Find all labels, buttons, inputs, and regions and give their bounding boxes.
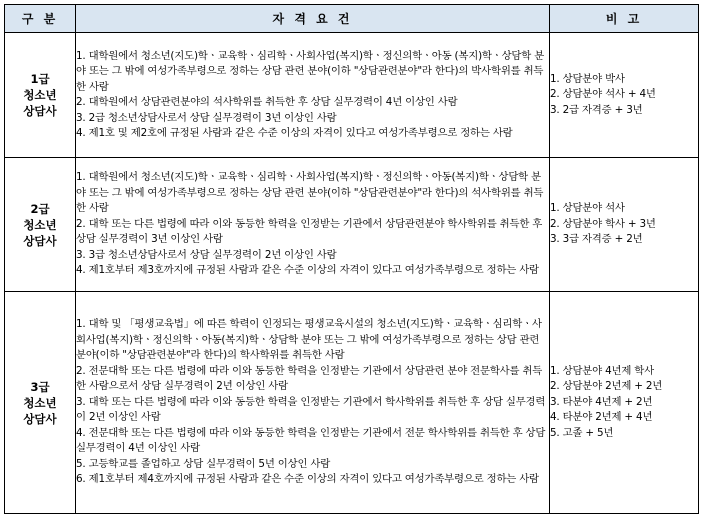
- grade-label: 상담사: [23, 104, 57, 118]
- grade-label: 상담사: [23, 411, 57, 426]
- note-item: 1. 상담분야 석사: [550, 202, 625, 215]
- notes-cell: [550, 158, 699, 292]
- requirement-item: 2. 대학원에서 상담관련분야의 석사학위를 취득한 후 상담 실무경력이 4년 이상인 사람: [76, 96, 458, 108]
- grade-label: 상담사: [23, 233, 57, 248]
- grade-label: 청소년: [23, 88, 57, 102]
- note-item: 2. 상담분야 석사 + 4년: [550, 88, 656, 101]
- note-item: 3. 3급 자격증 + 2년: [550, 233, 643, 246]
- header-row: [5, 5, 699, 33]
- header-category: 구 분: [5, 5, 76, 33]
- requirements-cell: [76, 292, 550, 514]
- requirement-item: 3. 3급 청소년상담사로서 상담 실무경력이 2년 이상인 사람: [76, 248, 337, 261]
- requirement-item: 1. 대학 및 「평생교육법」에 따른 학력이 인정되는 평생교육시설의 청소년(지도)학ㆍ교육학ㆍ심리학ㆍ사회사업(복지)학ㆍ정신의학ㆍ아동(복지)학ㆍ상담학 분야 또는 그 밖에 여성가족부령으로 정하는 상담 관련 분야(이하 "상담관련분야"라 한다)의 학사학위를 취득한 사람: [76, 318, 542, 362]
- grade-cell: [5, 33, 76, 158]
- requirements-cell: [76, 158, 550, 292]
- note-item: 3. 2급 자격증 + 3년: [550, 103, 643, 116]
- requirement-item: 2. 대학 또는 다른 법령에 따라 이와 동등한 학력을 인정받는 기관에서 상담관련분야 학사학위를 취득한 후 상담 실무경력이 3년 이상인 사람: [76, 217, 543, 246]
- requirement-item: 1. 대학원에서 청소년(지도)학ㆍ교육학ㆍ심리학ㆍ사회사업(복지)학ㆍ정신의학ㆍ아동 (복지)학ㆍ상담학 분야 또는 그 밖에 여성가족부령으로 정하는 상담 관련 분야(이하 "상담관련분야"라 한다)의 박사학위를 취득한 사람: [76, 49, 545, 93]
- note-item: 3. 타분야 4년제 + 2년: [550, 395, 653, 408]
- requirements-cell: [76, 33, 550, 158]
- header-requirements: 자 격 요 건: [76, 5, 550, 33]
- requirement-item: 4. 제1호 및 제2호에 규정된 사람과 같은 수준 이상의 자격이 있다고 여성가족부령으로 정하는 사람: [76, 127, 513, 139]
- requirement-item: 1. 대학원에서 청소년(지도)학ㆍ교육학ㆍ심리학ㆍ사회사업(복지)학ㆍ정신의학ㆍ아동(복지)학ㆍ상담학 분야 또는 그 밖에 여성가족부령으로 정하는 상담 관련 분야(이하 "상담관련분야"라 한다)의 석사학위를 취득한 사람: [76, 171, 544, 215]
- header-notes: 비 고: [550, 5, 699, 33]
- note-item: 1. 상담분야 4년제 학사: [550, 364, 654, 377]
- requirement-item: 3. 2급 청소년상담사로서 상담 실무경력이 3년 이상인 사람: [76, 111, 337, 124]
- note-item: 1. 상담분야 박사: [550, 72, 625, 85]
- grade-label: 청소년: [23, 395, 57, 410]
- grade-label: 3급: [30, 379, 50, 394]
- requirement-item: 5. 고등학교를 졸업하고 상담 실무경력이 5년 이상인 사람: [76, 457, 331, 470]
- note-item: 2. 상담분야 2년제 + 2년: [550, 380, 663, 393]
- grade-cell: [5, 292, 76, 514]
- grade-label: 2급: [30, 201, 50, 216]
- notes-cell: [550, 33, 699, 158]
- grade-label: 1급: [30, 72, 50, 86]
- grade-cell: [5, 158, 76, 292]
- requirement-item: 4. 전문대학 또는 다른 법령에 따라 이와 동등한 학력을 인정받는 기관에서 전문 학사학위를 취득한 후 상담 실무경력이 4년 이상인 사람: [76, 426, 546, 455]
- requirement-item: 2. 전문대학 또는 다른 법령에 따라 이와 동등한 학력을 인정받는 기관에서 상담관련 분야 전문학사를 취득한 사람으로서 상담 실무경력이 2년 이상인 사람: [76, 364, 543, 393]
- note-item: 4. 타분야 2년제 + 4년: [550, 411, 653, 424]
- table-row-grade-1: [5, 33, 699, 158]
- grade-label: 청소년: [23, 217, 57, 232]
- note-item: 2. 상담분야 학사 + 3년: [550, 217, 656, 230]
- qualification-table: [4, 4, 699, 514]
- notes-cell: [550, 292, 699, 514]
- requirement-item: 3. 대학 또는 다른 법령에 따라 이와 동등한 학력을 인정받는 기관에서 학사학위를 취득한 후 상담 실무경력이 2년 이상인 사람: [76, 395, 546, 424]
- requirement-item: 6. 제1호부터 제4호까지에 규정된 사람과 같은 수준 이상의 자격이 있다고 여성가족부령으로 정하는 사람: [76, 473, 539, 486]
- note-item: 5. 고졸 + 5년: [550, 426, 614, 439]
- requirement-item: 4. 제1호부터 제3호까지에 규정된 사람과 같은 수준 이상의 자격이 있다고 여성가족부령으로 정하는 사람: [76, 264, 539, 277]
- table-row-grade-3: [5, 292, 699, 514]
- table-row-grade-2: [5, 158, 699, 292]
